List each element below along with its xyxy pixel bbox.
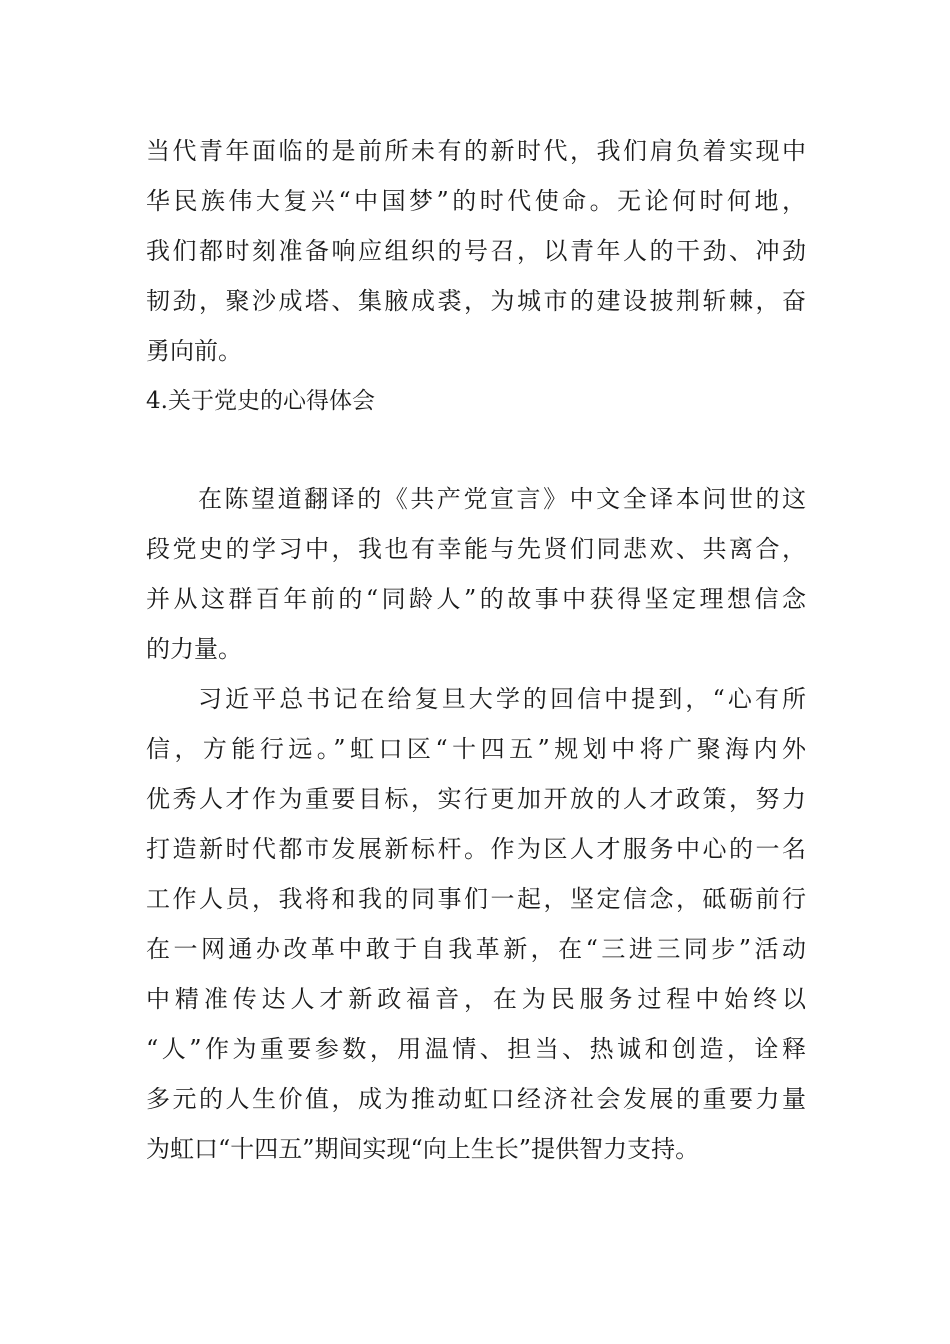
paragraph-3-line-9: 多元的人生价值，成为推动虹口经济社会发展的重要力量 <box>146 1085 806 1113</box>
paragraph-2-line-3: 并从这群百年前的“同龄人”的故事中获得坚定理想信念 <box>146 585 806 613</box>
paragraph-1-line-5: 勇向前。 <box>146 337 242 365</box>
paragraph-3-line-2: 信，方能行远。”虹口区“十四五”规划中将广聚海内外 <box>146 735 806 763</box>
paragraph-3-line-1: 习近平总书记在给复旦大学的回信中提到，“心有所 <box>198 685 806 713</box>
paragraph-3-line-10: 为虹口“十四五”期间实现“向上生长”提供智力支持。 <box>146 1135 700 1163</box>
paragraph-3-line-3: 优秀人才作为重要目标，实行更加开放的人才政策，努力 <box>146 785 806 813</box>
paragraph-2-line-4: 的力量。 <box>146 635 242 663</box>
paragraph-3-line-4: 打造新时代都市发展新标杆。作为区人才服务中心的一名 <box>146 835 806 863</box>
paragraph-1-line-4: 韧劲，聚沙成塔、集腋成裘，为城市的建设披荆斩棘，奋 <box>146 287 806 315</box>
paragraph-2-line-1: 在陈望道翻译的《共产党宣言》中文全译本问世的这 <box>198 485 806 513</box>
paragraph-1-line-1: 当代青年面临的是前所未有的新时代，我们肩负着实现中 <box>146 137 806 165</box>
paragraph-1-line-3: 我们都时刻准备响应组织的号召，以青年人的干劲、冲劲 <box>146 237 806 265</box>
paragraph-3-line-8: “人”作为重要参数，用温情、担当、热诚和创造，诠释 <box>146 1035 806 1063</box>
paragraph-2-line-2: 段党史的学习中，我也有幸能与先贤们同悲欢、共离合， <box>146 535 806 563</box>
paragraph-1-line-2: 华民族伟大复兴“中国梦”的时代使命。无论何时何地， <box>146 187 806 215</box>
paragraph-3-line-5: 工作人员，我将和我的同事们一起，坚定信念，砥砺前行 <box>146 885 806 913</box>
paragraph-3-line-7: 中精准传达人才新政福音，在为民服务过程中始终以 <box>146 985 806 1013</box>
section-heading: 4.关于党史的心得体会 <box>146 388 375 414</box>
paragraph-3-line-6: 在一网通办改革中敢于自我革新，在“三进三同步”活动 <box>146 935 806 963</box>
